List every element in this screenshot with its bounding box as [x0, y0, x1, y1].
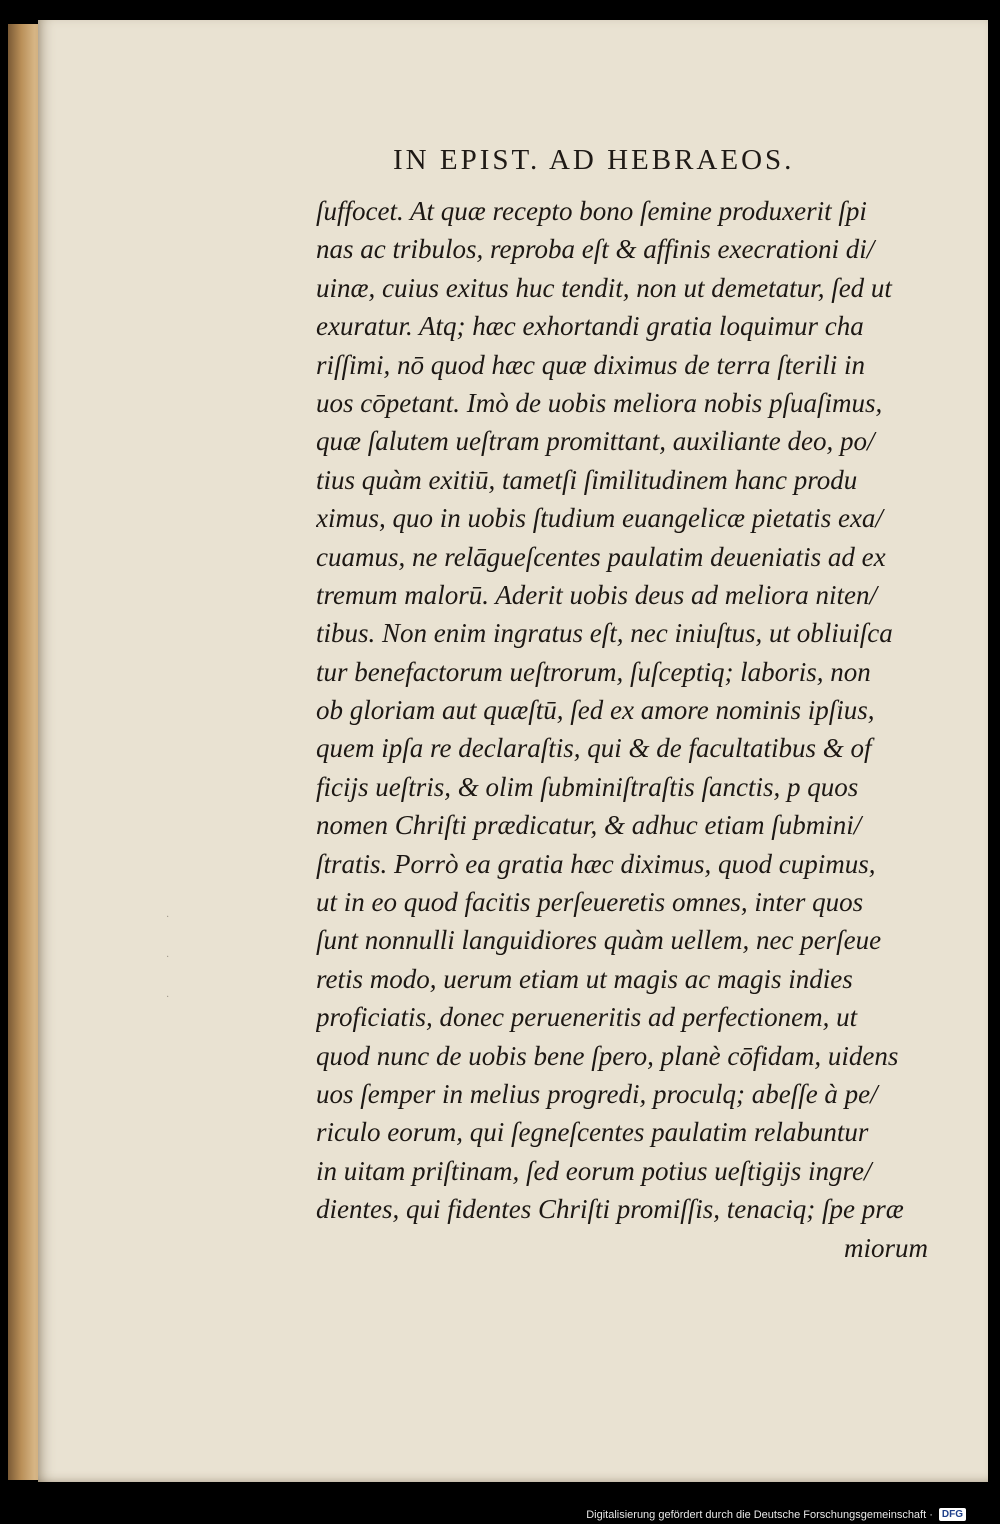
margin-mark: ·: [166, 952, 170, 963]
body-text: [316, 192, 956, 1267]
text-line: quem ipſa re declaraſtis, qui & de facultatibus & of: [316, 733, 872, 764]
catchword: miorum: [843, 1232, 928, 1263]
text-line: riculo eorum, qui ſegneſcentes paulatim relabuntur: [316, 1117, 869, 1148]
text-line: uos ſemper in melius progredi, proculq; abeſſe à pe/: [316, 1078, 878, 1109]
margin-marks: [166, 898, 226, 1018]
text-line: ximus, quo in uobis ſtudium euangelicæ pietatis exa/: [316, 503, 883, 534]
text-line: riſſimi, nō quod hæc quæ diximus de terra ſterili in: [316, 349, 865, 380]
text-line: tremum malorū. Aderit uobis deus ad meliora niten/: [316, 579, 877, 610]
text-line: retis modo, uerum etiam ut magis ac magis indies: [316, 963, 853, 994]
text-line: dientes, qui fidentes Chriſti promiſſis, tenaciq; ſpe præ: [316, 1194, 904, 1225]
text-line: uinæ, cuius exitus huc tendit, non ut demetatur, ſed ut: [316, 272, 892, 303]
text-line: tur benefactorum ueſtrorum, ſuſceptiq; laboris, non: [316, 656, 871, 687]
text-line: ſtratis. Porrò ea gratia hæc diximus, quod cupimus,: [316, 848, 876, 879]
text-line: nomen Chriſti prædicatur, & adhuc etiam ſubmini/: [316, 810, 862, 841]
credit-text: Digitalisierung gefördert durch die Deutsche Forschungsgemeinschaft ·: [586, 1508, 933, 1521]
text-line: in uitam priſtinam, ſed eorum potius ueſtigijs ingre/: [316, 1155, 872, 1186]
text-line: ob gloriam aut quæſtū, ſed ex amore nominis ipſius,: [316, 695, 875, 726]
text-line: quod nunc de uobis bene ſpero, planè cōfidam, uidens: [316, 1040, 899, 1071]
margin-mark: ·: [166, 992, 170, 1003]
text-line: cuamus, ne relāgueſcentes paulatim deueniatis ad ex: [316, 541, 886, 572]
text-line: tius quàm exitiū, tametſi ſimilitudinem hanc produ: [316, 464, 858, 495]
dfg-logo-icon: DFG: [939, 1508, 966, 1521]
text-line: uos cōpetant. Imò de uobis meliora nobis pſuaſimus,: [316, 387, 883, 418]
running-head: IN EPIST. AD HEBRAEOS.: [393, 144, 795, 176]
text-line: quæ ſalutem ueſtram promittant, auxiliante deo, po/: [316, 426, 875, 457]
text-line: nas ac tribulos, reproba eſt & affinis execrationi di/: [316, 234, 875, 265]
text-line: ficijs ueſtris, & olim ſubminiſtraſtis ſanctis, p quos: [316, 771, 859, 802]
margin-mark: ·: [166, 912, 170, 923]
text-line: ut in eo quod facitis perſeueretis omnes, inter quos: [316, 887, 864, 918]
digitization-credit: [586, 1508, 966, 1521]
text-line: proficiatis, donec perueneritis ad perfectionem, ut: [316, 1002, 858, 1033]
book-page: [38, 20, 988, 1482]
text-line: tibus. Non enim ingratus eſt, nec iniuſtus, ut obliuiſca: [316, 618, 893, 649]
text-line: exuratur. Atq; hæc exhortandi gratia loquimur cha: [316, 311, 864, 342]
text-line: ſuffocet. At quæ recepto bono ſemine produxerit ſpi: [316, 196, 867, 226]
text-line: ſunt nonnulli languidiores quàm uellem, nec perſeue: [316, 925, 882, 956]
